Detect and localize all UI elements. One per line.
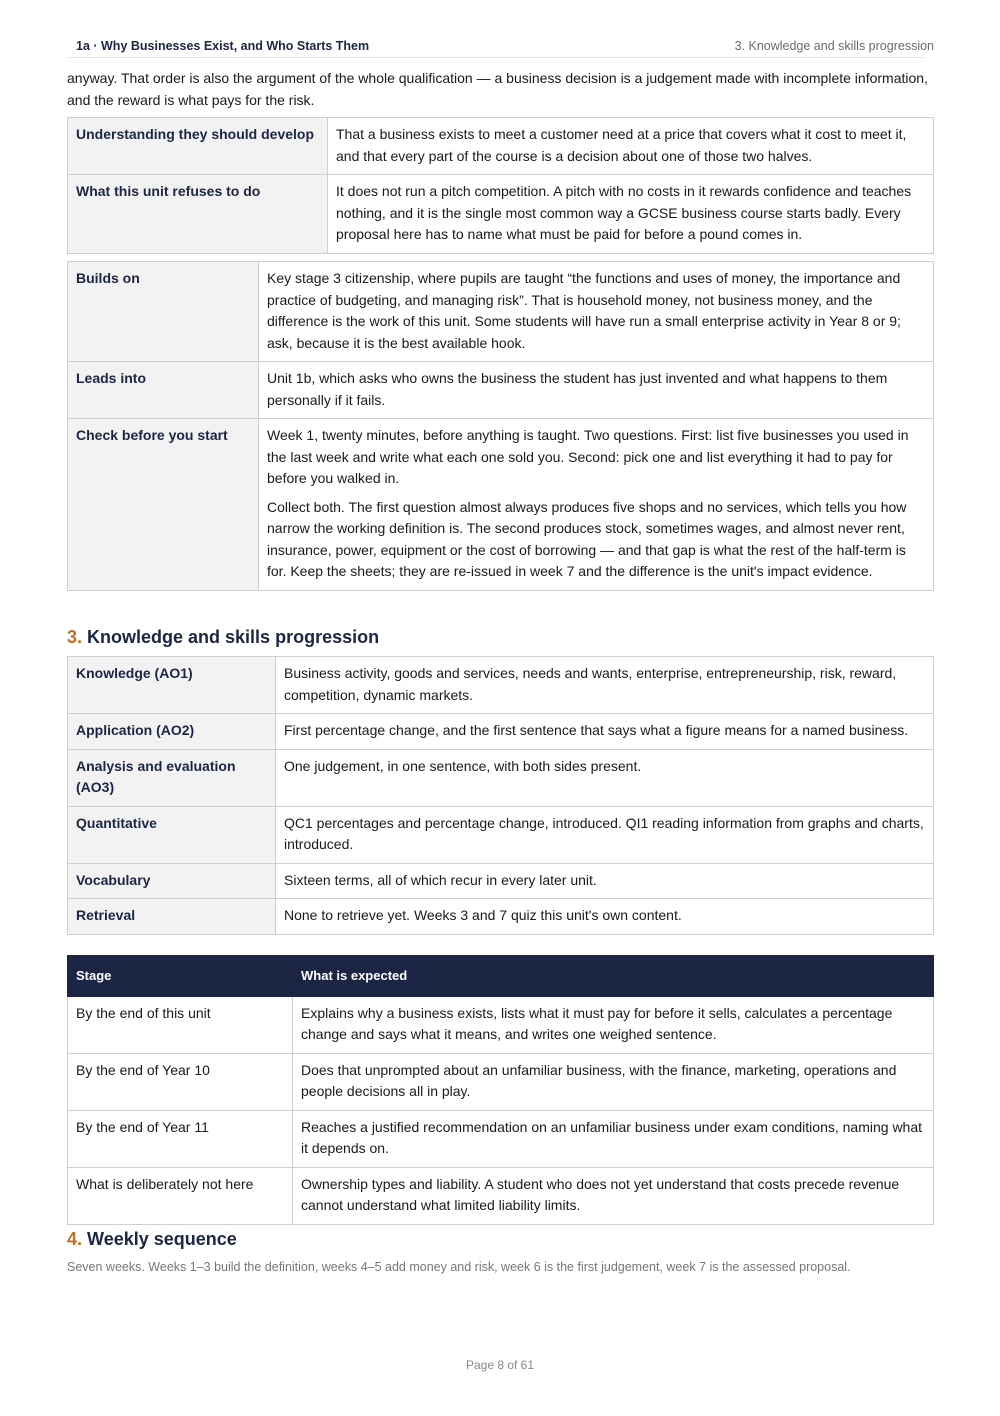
table-header-row <box>68 956 934 997</box>
check-paragraph-2: Collect both. The first question almost always produces five shops and no services, which tells you how narrow the working definition is. The second produces stock, sometimes wages, and almost never rent, insurance, power, equipment or the cost of borrowing — and that gap is what the rest of the half-term is for. Keep the sheets; they are re-issued in week 7 and the difference is the unit's impact evidence. <box>267 498 907 579</box>
stage-cell: What is deliberately not here <box>68 1167 293 1224</box>
row-value <box>259 419 934 591</box>
table-row <box>68 657 934 714</box>
section-number: 3. <box>67 627 83 647</box>
header-unit-title: 1a · Why Businesses Exist, and Who Starts Them <box>76 39 370 53</box>
check-paragraph-1: Week 1, twenty minutes, before anything is taught. Two questions. First: list five businesses you used in the last week and write what each one sold you. Second: pick one and list everything it had to pay for before you walked in. <box>267 427 909 486</box>
section-title: Knowledge and skills progression <box>87 627 380 647</box>
row-key: Leads into <box>68 362 259 419</box>
row-value: Business activity, goods and services, needs and wants, enterprise, entrepreneurship, risk, reward, competition, dynamic markets. <box>276 657 934 714</box>
expected-cell: Ownership types and liability. A student who does not yet understand that costs precede revenue cannot understand what limited liability limits. <box>293 1167 934 1224</box>
stage-expectations-table <box>67 955 934 1225</box>
expected-cell: Explains why a business exists, lists what it must pay for before it sells, calculates a percentage change and says what it means, and writes one weighed sentence. <box>293 996 934 1053</box>
table-row <box>68 118 934 175</box>
section-4-summary: Seven weeks. Weeks 1–3 build the definition, weeks 4–5 add money and risk, week 6 is the first judgement, week 7 is the assessed proposal. <box>67 1260 851 1274</box>
row-key: Builds on <box>68 262 259 362</box>
table-row <box>68 863 934 899</box>
row-value: None to retrieve yet. Weeks 3 and 7 quiz this unit's own content. <box>276 899 934 935</box>
table-row <box>68 362 934 419</box>
section-number: 4. <box>67 1229 83 1249</box>
row-key: Understanding they should develop <box>68 118 328 175</box>
understanding-table <box>67 117 934 254</box>
row-value: That a business exists to meet a customer need at a price that covers what it cost to meet it, and that every part of the course is a decision about one of those two halves. <box>328 118 934 175</box>
row-value: Sixteen terms, all of which recur in every later unit. <box>276 863 934 899</box>
section-4-heading <box>67 1227 237 1251</box>
table-row <box>68 175 934 254</box>
row-key: Vocabulary <box>68 863 276 899</box>
row-value: One judgement, in one sentence, with both sides present. <box>276 749 934 806</box>
table-row <box>68 419 934 591</box>
row-value: It does not run a pitch competition. A pitch with no costs in it rewards confidence and teaches nothing, and it is the single most common way a GCSE business course starts badly. Every proposal here has to name what must be paid for before a pound comes in. <box>328 175 934 254</box>
stage-cell: By the end of Year 10 <box>68 1053 293 1110</box>
row-value: QC1 percentages and percentage change, introduced. QI1 reading information from graphs and charts, introduced. <box>276 806 934 863</box>
table-row <box>68 899 934 935</box>
table-row <box>68 749 934 806</box>
progression-table <box>67 656 934 935</box>
stage-cell: By the end of Year 11 <box>68 1110 293 1167</box>
table-row <box>68 806 934 863</box>
row-key: Check before you start <box>68 419 259 591</box>
row-value: First percentage change, and the first sentence that says what a figure means for a named business. <box>276 714 934 750</box>
column-header-stage: Stage <box>68 956 293 997</box>
context-table <box>67 261 934 591</box>
table-row <box>68 1110 934 1167</box>
table-row <box>68 1053 934 1110</box>
table-row <box>68 262 934 362</box>
section-title: Weekly sequence <box>87 1229 237 1249</box>
table-row <box>68 996 934 1053</box>
expected-cell: Does that unprompted about an unfamiliar business, with the finance, marketing, operations and people decisions all in play. <box>293 1053 934 1110</box>
row-key: Knowledge (AO1) <box>68 657 276 714</box>
row-key: Quantitative <box>68 806 276 863</box>
table-row <box>68 1167 934 1224</box>
row-value: Key stage 3 citizenship, where pupils are taught “the functions and uses of money, the importance and practice of budgeting, and managing risk”. That is household money, not business money, and the difference is the work of this unit. Some students will have run a small enterprise activity in Year 8 or 9; ask, because it is the best available hook. <box>259 262 934 362</box>
page-number: Page 8 of 61 <box>465 1358 535 1372</box>
column-header-expected: What is expected <box>293 956 934 997</box>
intro-paragraph: anyway. That order is also the argument of the whole qualification — a business decision is a judgement made with incomplete information, and the reward is what pays for the risk. <box>67 70 928 108</box>
row-key: What this unit refuses to do <box>68 175 328 254</box>
header-section-title: 3. Knowledge and skills progression <box>734 39 934 53</box>
stage-cell: By the end of this unit <box>68 996 293 1053</box>
row-key: Analysis and evaluation (AO3) <box>68 749 276 806</box>
expected-cell: Reaches a justified recommendation on an unfamiliar business under exam conditions, naming what it depends on. <box>293 1110 934 1167</box>
row-key: Application (AO2) <box>68 714 276 750</box>
row-value: Unit 1b, which asks who owns the business the student has just invented and what happens to them personally if it fails. <box>259 362 934 419</box>
row-key: Retrieval <box>68 899 276 935</box>
running-header <box>67 36 934 58</box>
table-row <box>68 714 934 750</box>
section-3-heading <box>67 625 379 649</box>
